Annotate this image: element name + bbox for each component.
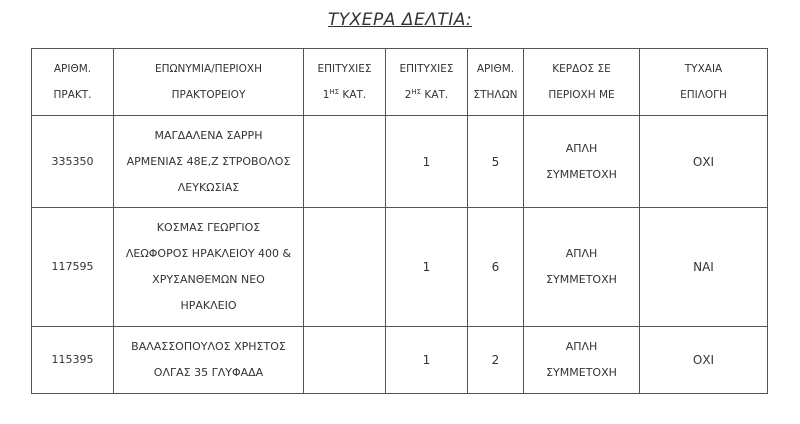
wins-cat2-cell: 1	[386, 116, 468, 208]
header-win-type: ΚΕΡΔΟΣ ΣΕ ΠΕΡΙΟΧΗ ΜΕ	[524, 49, 640, 116]
header-wins-cat2: ΕΠΙΤΥΧΙΕΣ $2^{H\Sigma}$ ΚΑΤ.	[386, 49, 468, 116]
agent-no-cell: 335350	[32, 116, 114, 208]
page-title: ΤΥΧΕΡΑ ΔΕΛΤΙΑ:	[327, 10, 473, 30]
table-row	[32, 116, 768, 208]
lucky-tickets-table	[31, 48, 768, 394]
table-row	[32, 327, 768, 394]
header-random-pick: ΤΥΧΑΙΑ ΕΠΙΛΟΓΗ	[640, 49, 768, 116]
header-wins-cat1: ΕΠΙΤΥΧΙΕΣ $1^{H\Sigma}$ ΚΑΤ.	[304, 49, 386, 116]
win-type-cell: ΑΠΛΗ ΣΥΜΜΕΤΟΧΗ	[524, 116, 640, 208]
wins-cat1-cell	[304, 208, 386, 327]
header-name-area: ΕΠΩΝΥΜΙΑ/ΠΕΡΙΟΧΗ ΠΡΑΚΤΟΡΕΙΟΥ	[114, 49, 304, 116]
agent-no-cell: 115395	[32, 327, 114, 394]
table-header-row	[32, 49, 768, 116]
win-type-cell: ΑΠΛΗ ΣΥΜΜΕΤΟΧΗ	[524, 327, 640, 394]
wins-cat1-cell	[304, 116, 386, 208]
name-area-cell: ΜΑΓΔΑΛΕΝΑ ΣΑΡΡΗ ΑΡΜΕΝΙΑΣ 48Ε,Ζ ΣΤΡΟΒΟΛΟΣ ΛΕΥΚΩΣΙΑΣ	[114, 116, 304, 208]
wins-cat2-cell: 1	[386, 327, 468, 394]
wins-cat1-cell	[304, 327, 386, 394]
random-pick-cell: ΟΧΙ	[640, 116, 768, 208]
header-columns-count: ΑΡΙΘΜ. ΣΤΗΛΩΝ	[468, 49, 524, 116]
random-pick-cell: ΟΧΙ	[640, 327, 768, 394]
table-row	[32, 208, 768, 327]
wins-cat2-cell: 1	[386, 208, 468, 327]
win-type-cell: ΑΠΛΗ ΣΥΜΜΕΤΟΧΗ	[524, 208, 640, 327]
columns-count-cell: 5	[468, 116, 524, 208]
columns-count-cell: 6	[468, 208, 524, 327]
header-agent-no: ΑΡΙΘΜ. ΠΡΑΚΤ.	[32, 49, 114, 116]
name-area-cell: ΚΟΣΜΑΣ ΓΕΩΡΓΙΟΣ ΛΕΩΦΟΡΟΣ ΗΡΑΚΛΕΙΟΥ 400 & ΧΡΥΣΑΝΘΕΜΩΝ ΝΕΟ ΗΡΑΚΛΕΙΟ	[114, 208, 304, 327]
columns-count-cell: 2	[468, 327, 524, 394]
agent-no-cell: 117595	[32, 208, 114, 327]
random-pick-cell: ΝΑΙ	[640, 208, 768, 327]
name-area-cell: ΒΑΛΑΣΣΟΠΟΥΛΟΣ ΧΡΗΣΤΟΣ ΟΛΓΑΣ 35 ΓΛΥΦΑΔΑ	[114, 327, 304, 394]
